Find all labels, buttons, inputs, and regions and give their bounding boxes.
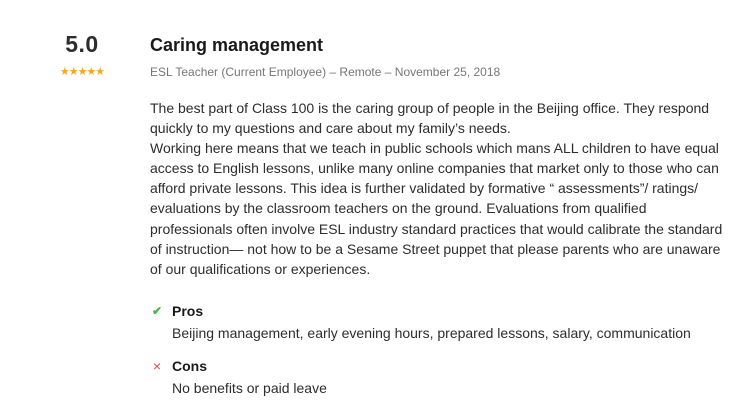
- review-meta: ESL Teacher (Current Employee) – Remote – November 25, 2018: [150, 65, 501, 79]
- review-paragraph: Working here means that we teach in public schools which mans ALL children to have equal access to English lessons, unlike many online companies that market only to those who can afford private lessons. This idea is further validated by formative “ assessments”/ ratings/ evaluations by the classroom teachers on the ground. Evaluations from qualified professionals often involve ESL industry standard practices that would calibrate the standard of instruction— not how to be a Sesame Street puppet that please parents who are unaware of our qualifications or experiences.: [150, 140, 723, 277]
- star-rating-icon: ★★★★★: [59, 66, 105, 78]
- pros-section: [150, 301, 730, 342]
- cons-section: [150, 356, 730, 397]
- check-icon: ✔: [151, 303, 163, 318]
- cons-title: Cons: [172, 357, 207, 374]
- rating-summary: [50, 30, 114, 78]
- review-body: [150, 98, 730, 279]
- cons-text: No benefits or paid leave: [172, 379, 327, 396]
- pros-title: Pros: [172, 302, 204, 319]
- review-card: [150, 33, 730, 397]
- review-title[interactable]: Caring management: [150, 35, 324, 55]
- cross-icon: ×: [152, 357, 162, 374]
- pros-text: Beijing management, early evening hours, prepared lessons, salary, communication: [172, 324, 691, 341]
- rating-value: 5.0: [65, 31, 99, 57]
- review-paragraph: The best part of Class 100 is the caring group of people in the Beijing office. They respond quickly to my questions and care about my family’s needs.: [150, 100, 710, 137]
